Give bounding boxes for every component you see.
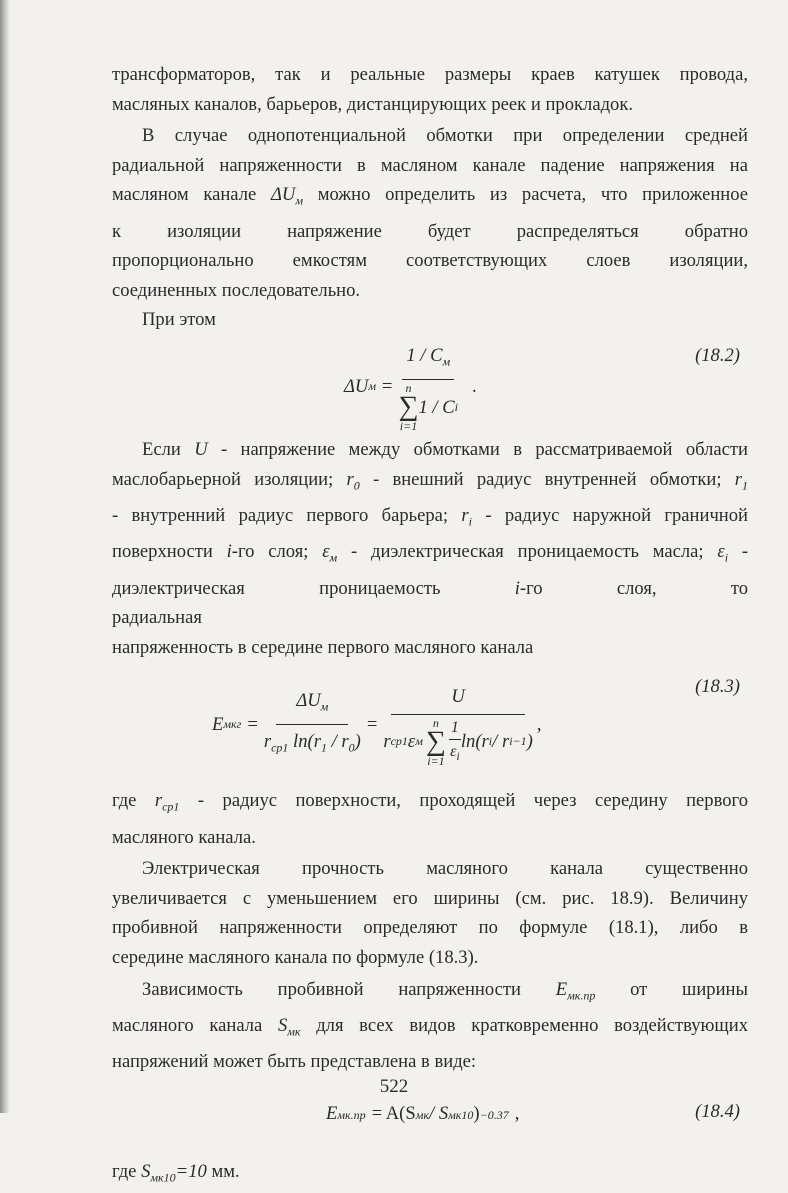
subscript: 0 — [348, 740, 355, 755]
text-line — [112, 501, 748, 537]
symbol: r — [734, 468, 743, 490]
den-text: r — [263, 731, 272, 753]
eq-lhs: E — [212, 713, 224, 735]
subscript: м — [415, 734, 423, 749]
exponent: −0.37 — [479, 1107, 509, 1122]
text-line — [112, 465, 748, 501]
denominator — [264, 725, 361, 763]
den-text: ε — [450, 742, 457, 760]
symbol: ΔU — [270, 184, 296, 206]
subscript: i — [456, 749, 460, 764]
page-number: 522 — [379, 1076, 409, 1097]
paragraph-5 — [112, 854, 748, 972]
den-text: ln(r — [460, 731, 489, 753]
eq-tail: , — [536, 713, 542, 735]
eq-tail: , — [514, 1102, 520, 1124]
equation-18-3 — [112, 668, 748, 786]
den-text: ) — [526, 731, 533, 753]
eq-tail: . — [472, 375, 477, 397]
subscript: 1 — [320, 740, 327, 755]
sum-symbol — [399, 382, 419, 432]
text-line: середине масляного канала по формуле (18.3). — [112, 947, 479, 969]
subscript: i — [468, 514, 473, 529]
subscript: 1 — [742, 478, 749, 493]
symbol: r — [154, 790, 163, 812]
equation-number: (18.2) — [695, 345, 740, 367]
subscript: мк10 — [448, 1107, 474, 1122]
paragraph-6 — [112, 975, 748, 1077]
text-fragment: Если — [142, 439, 195, 461]
eq-lhs: ΔU — [344, 375, 369, 397]
text-fragment: - внешний радиус внутренней обмотки; — [359, 468, 735, 490]
text-fragment: масляного канала — [112, 1014, 278, 1036]
symbol: S — [277, 1014, 288, 1036]
sum-upper: n — [405, 381, 412, 396]
text-line: напряженность в середине первого масляного канала — [112, 636, 534, 658]
page-binding-shadow — [0, 0, 10, 1113]
pri-etom-line: При этом — [142, 309, 216, 331]
fraction-2 — [383, 682, 532, 767]
paragraph-3 — [112, 435, 748, 662]
paragraph-1 — [112, 60, 748, 119]
text-line — [112, 180, 748, 216]
text-line: Электрическая прочность масляного канала существенно — [142, 858, 748, 880]
inner-fraction — [449, 718, 461, 766]
eq-lhs: E — [326, 1102, 338, 1124]
text-fragment: можно определить из расчета, что приложенное — [302, 184, 748, 206]
text-fragment: маслобарьерной изоляции; — [112, 468, 347, 490]
subscript: мк — [287, 1024, 301, 1039]
den-text: ln(r — [288, 731, 321, 753]
text-line — [112, 537, 748, 573]
page-body — [112, 60, 748, 1193]
numerator — [449, 718, 461, 740]
denominator — [399, 380, 458, 432]
text-fragment: - диэлектрическая проницаемость масла; — [337, 541, 718, 563]
sigma-glyph: ∑ — [398, 391, 419, 423]
denominator — [450, 740, 460, 766]
text-line — [112, 786, 748, 822]
text-line — [112, 975, 748, 1011]
text-fragment: диэлектрическая проницаемость — [112, 577, 515, 599]
subscript: мк10 — [150, 1170, 176, 1185]
subscript: м — [320, 699, 329, 714]
subscript: м — [442, 354, 451, 369]
text-line: пропорционально емкостям соответствующих слоев изоляции, — [112, 250, 748, 272]
eq-sign: = — [382, 375, 393, 397]
subscript: мк.пр — [567, 988, 596, 1003]
numerator — [276, 686, 348, 725]
num-text: U — [451, 686, 465, 708]
den-text: / r — [326, 731, 349, 753]
equation-body — [212, 682, 541, 767]
text-fragment: от ширины — [595, 978, 748, 1000]
text-fragment: где — [112, 1160, 142, 1182]
subscript: cp1 — [271, 740, 289, 755]
equation-body — [344, 341, 477, 432]
subscript: i−1 — [509, 734, 527, 749]
text-fragment: - напряжение между обмотками в рассматриваемой области — [207, 439, 748, 461]
equation-number: (18.3) — [695, 676, 740, 698]
subscript: мк.пр — [337, 1107, 366, 1122]
subscript: i — [724, 551, 729, 565]
subscript: м — [295, 194, 303, 209]
text-line: радиальной напряженности в масляном канале падение напряжения на — [112, 154, 748, 176]
text-fragment: - — [728, 541, 749, 563]
den-text: r — [383, 731, 391, 753]
num-text: 1 / C — [406, 345, 443, 367]
subscript: i — [488, 734, 493, 749]
symbol: E — [555, 978, 568, 1000]
subscript: cp1 — [162, 800, 180, 815]
den-text: ε — [407, 731, 416, 753]
paragraph-4 — [112, 786, 748, 852]
text-line: масляного канала. — [112, 826, 256, 848]
symbol: ε — [322, 541, 330, 563]
eq-rhs: ) — [473, 1102, 480, 1124]
paragraph-7 — [112, 1157, 748, 1193]
sum-lower: i=1 — [399, 419, 418, 434]
text-fragment: поверхности — [112, 541, 227, 563]
symbol: r — [461, 504, 469, 526]
text-fragment: - внутренний радиус первого барьера; — [112, 504, 462, 526]
den-text: / r — [492, 731, 510, 753]
subscript: м — [368, 378, 377, 393]
eq-rhs: = A(S — [371, 1102, 416, 1124]
subscript: мк — [415, 1107, 429, 1122]
text-fragment: - радиус поверхности, проходящей через середину первого — [179, 790, 748, 812]
paragraph-2 — [112, 121, 748, 305]
subscript: cp1 — [390, 734, 408, 749]
subscript: м — [329, 551, 338, 565]
symbol: r — [346, 468, 354, 490]
subscript: мкг — [223, 716, 242, 731]
text-line: к изоляции напряжение будет распределяться обратно — [112, 220, 748, 242]
sum-lower: i=1 — [427, 753, 445, 768]
text-line — [112, 1011, 748, 1047]
text-fragment: Зависимость пробивной напряженности — [142, 978, 556, 1000]
text-line: трансформаторов, так и реальные размеры краев катушек провода, — [112, 64, 748, 85]
den-text: ) — [354, 731, 361, 753]
eq-rhs: / S — [429, 1102, 449, 1124]
subscript: 0 — [353, 478, 360, 493]
numerator — [402, 341, 454, 380]
eq-sign: = — [247, 713, 258, 735]
unit: мм. — [206, 1160, 240, 1182]
numerator — [391, 682, 524, 715]
sum-upper: n — [432, 715, 439, 730]
text-line: масляных каналов, барьеров, дистанцирующих реек и прокладок. — [112, 93, 634, 115]
text-fragment: масляном канале — [112, 184, 271, 206]
text-line: В случае однопотенциальной обмотки при определении средней — [142, 125, 748, 147]
text-line: пробивной напряженности определяют по формуле (18.1), либо в — [112, 917, 748, 939]
symbol: S — [141, 1160, 151, 1182]
text-line: увеличивается с уменьшением его ширины (см. рис. 18.9). Величину — [112, 887, 748, 909]
text-line: соединенных последовательно. — [112, 279, 361, 301]
num-text: 1 — [450, 718, 459, 736]
symbol: U — [194, 439, 208, 461]
equation-number: (18.4) — [695, 1100, 740, 1122]
text-fragment: - радиус наружной граничной — [472, 504, 748, 526]
text-fragment: для всех видов кратковременно воздействующих — [300, 1014, 748, 1036]
symbol: i — [226, 541, 232, 563]
num-text: ΔU — [296, 689, 321, 711]
den-text: 1 / C — [418, 396, 455, 418]
value: =10 — [175, 1160, 207, 1182]
equation-18-2 — [112, 335, 748, 434]
text-line — [112, 574, 748, 633]
fraction-1 — [264, 686, 361, 764]
text-fragment: где — [112, 790, 155, 812]
denominator — [383, 715, 532, 767]
eq-sign: = — [366, 713, 378, 735]
symbol: i — [514, 577, 520, 599]
equation-body — [326, 1099, 519, 1131]
subscript: i — [454, 399, 458, 414]
text-fragment: -го слоя; — [231, 541, 323, 563]
fraction — [399, 341, 458, 432]
symbol: ε — [717, 541, 725, 563]
text-line: напряжений может быть представлена в виде: — [112, 1051, 477, 1073]
sigma-glyph: ∑ — [425, 725, 446, 757]
text-fragment: -го слоя, то радиальная — [112, 577, 748, 629]
text-line — [112, 435, 748, 465]
sum-symbol — [426, 717, 446, 767]
